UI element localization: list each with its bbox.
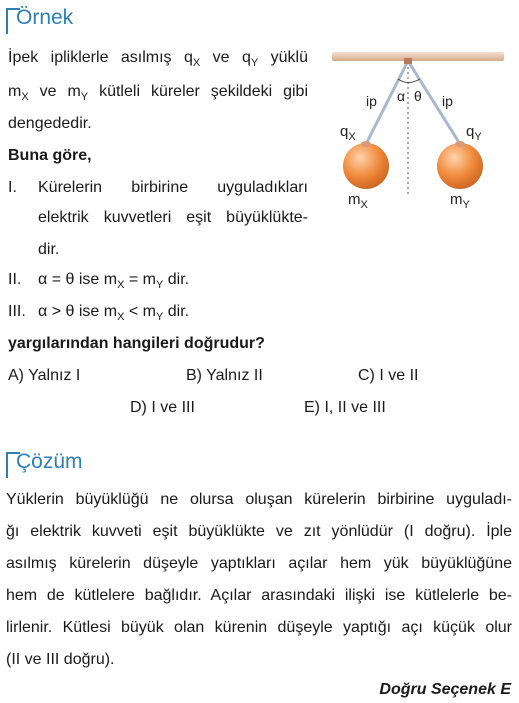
intro-line-2: $m_X$ ve $m_Y$ kütleli küreler şekildeki gibi xyxy=(8,83,308,103)
solution-line-3: asılmış kürelerin düşeyle yaptıkları açılar hem yük büyüklüğüne xyxy=(6,555,512,572)
intro-line-3: dengededir. xyxy=(8,115,92,132)
solution-heading-text: Çözüm xyxy=(16,450,83,473)
sphere-x-cap xyxy=(361,141,371,147)
statement-1-line-1: Kürelerin birbirine uyguladıkları xyxy=(38,179,308,196)
correct-answer: Doğru Seçenek E xyxy=(379,681,511,698)
question-tail: yargılarından hangileri doğrudur? xyxy=(8,335,265,352)
pendulum-figure xyxy=(328,44,518,224)
solution-line-5: lirlenir. Kütlesi büyük olan kürenin düşeyle yaptığı açı küçük olur xyxy=(6,619,512,636)
statement-2-text: α = θ ise $m_X = m_Y$ dir. xyxy=(38,271,190,291)
label-alpha: α xyxy=(397,88,406,104)
label-ip-left: ip xyxy=(366,93,377,109)
label-my: $m_Y$ xyxy=(450,191,470,211)
solution-line-4: hem de kütlelere bağlıdır. Açılar arasındaki ilişki ise kütlelerle be- xyxy=(6,587,512,604)
solution-line-2: ğı elektrik kuvveti eşit büyüklükte ve zıt yönlüdür (I doğru). İple xyxy=(6,523,512,540)
statement-3-number: III. xyxy=(8,303,26,320)
label-ip-right: ip xyxy=(442,93,453,109)
solution-line-1: Yüklerin büyüklüğü ne olursa oluşan kürelerin birbirine uyguladı- xyxy=(6,491,512,508)
statement-3-text: α > θ ise $m_X < m_Y$ dir. xyxy=(38,303,190,323)
label-theta: θ xyxy=(414,88,422,104)
option-e[interactable]: E) I, II ve III xyxy=(304,399,386,416)
angle-arc xyxy=(398,79,420,83)
label-qy: $q_Y$ xyxy=(466,123,482,143)
option-a[interactable]: A) Yalnız I xyxy=(8,367,81,384)
statement-1-line-3: dir. xyxy=(38,241,60,258)
example-heading-text: Örnek xyxy=(16,6,74,29)
sphere-y xyxy=(437,143,483,189)
question-lead: Buna göre, xyxy=(8,147,92,164)
solution-line-6: (II ve III doğru). xyxy=(6,651,115,668)
option-c[interactable]: C) I ve II xyxy=(358,367,419,384)
label-qx: $q_X$ xyxy=(340,123,356,143)
label-mx: $m_X$ xyxy=(348,191,368,211)
statement-1-number: I. xyxy=(8,179,17,196)
ceiling xyxy=(332,52,504,61)
statement-2-number: II. xyxy=(8,271,22,288)
sphere-x xyxy=(343,143,389,189)
option-b[interactable]: B) Yalnız II xyxy=(186,367,263,384)
suspension-clip xyxy=(404,58,412,64)
sphere-y-cap xyxy=(455,141,465,147)
option-d[interactable]: D) I ve III xyxy=(130,399,195,416)
intro-line-1: İpek ipliklerle asılmış $q_X$ ve $q_Y$ yüklü xyxy=(8,49,309,69)
statement-1-line-2: elektrik kuvvetleri eşit büyüklükte- xyxy=(38,209,308,226)
